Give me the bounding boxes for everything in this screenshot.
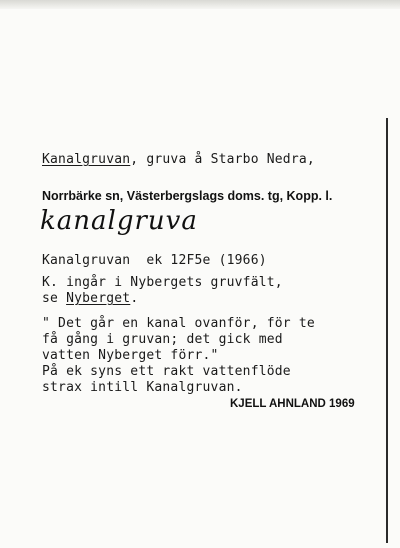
note-line-2 [42, 291, 138, 307]
quote-line-3: vatten Nyberget förr." [42, 348, 219, 363]
quote-line-2: få gång i gruvan; det gick med [42, 332, 283, 347]
map-reference: Kanalgruvan ek 12F5e (1966) [42, 253, 267, 268]
place-name: Kanalgruvan [42, 152, 131, 167]
collector-signature: KJELL AHNLAND 1969 [230, 398, 355, 410]
handwritten-name: kanalgruva [40, 206, 198, 236]
quote-line-1: " Det går en kanal ovanför, för te [42, 316, 315, 331]
parish-line: Norrbärke sn, Västerbergslags doms. tg, Kopp. l. [42, 189, 333, 203]
card-heading [42, 152, 315, 168]
cross-reference: Nyberget [66, 291, 131, 306]
note-line-1: K. ingår i Nybergets gruvfält, [42, 275, 283, 290]
extra-line-2: strax intill Kanalgruvan. [42, 380, 243, 395]
extra-line-1: På ek syns ett rakt vattenflöde [42, 364, 291, 379]
place-description: , gruva å Starbo Nedra, [130, 152, 315, 167]
card-right-border [386, 118, 388, 543]
see-prefix: se [42, 291, 67, 306]
see-suffix: . [130, 291, 139, 306]
card-top-edge [0, 0, 400, 9]
